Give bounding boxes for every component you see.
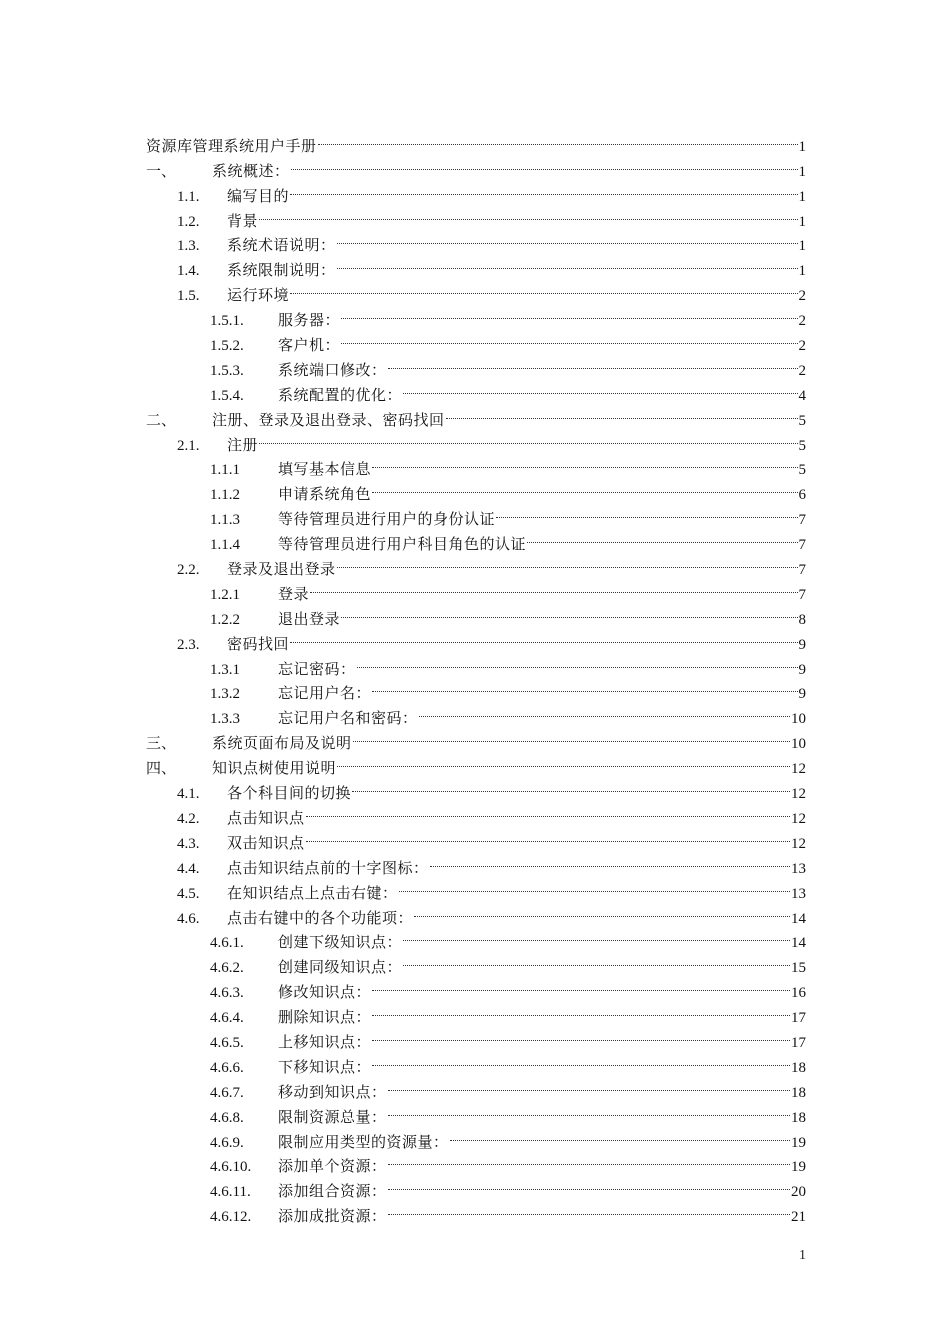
toc-entry-number: 1.3.1 — [210, 661, 240, 678]
toc-entry-number: 二、 — [146, 412, 177, 429]
toc-dot-leader — [372, 474, 797, 499]
toc-entry-page-number: 7 — [798, 512, 806, 529]
toc-entry-title: 创建下级知识点： — [278, 933, 403, 952]
toc-dot-leader — [290, 275, 797, 300]
toc-entry-number: 4.6.9. — [210, 1134, 244, 1151]
toc-dot-leader — [403, 375, 797, 400]
toc-entry-page-number: 8 — [798, 611, 806, 628]
toc-entry-number: 1.5.2. — [210, 338, 244, 355]
toc-entry-title: 各个科目间的切换 — [227, 784, 352, 803]
toc-dot-leader — [306, 798, 790, 823]
toc-entry-page-number: 2 — [798, 338, 806, 355]
table-of-contents — [146, 126, 806, 1226]
toc-entry-title: 密码找回 — [227, 634, 290, 653]
toc-entry-title: 限制资源总量： — [278, 1107, 387, 1126]
toc-entry-number: 1.5. — [177, 288, 200, 305]
toc-entry-number: 2.3. — [177, 636, 200, 653]
toc-entry-number: 4.4. — [177, 860, 200, 877]
toc-dot-leader — [259, 201, 797, 226]
toc-entry-page-number: 4 — [798, 387, 806, 404]
toc-entry-number: 1.1.1 — [210, 462, 240, 479]
toc-entry-page-number: 12 — [791, 810, 806, 827]
toc-dot-leader — [306, 823, 790, 848]
toc-entry-title: 添加成批资源： — [278, 1207, 387, 1226]
toc-entry-number: 4.6.8. — [210, 1109, 244, 1126]
toc-entry-page-number: 14 — [791, 910, 806, 927]
toc-entry-page-number: 20 — [791, 1184, 806, 1201]
toc-entry-title: 添加组合资源： — [278, 1182, 387, 1201]
toc-dot-leader — [357, 649, 798, 674]
toc-entry-page-number: 1 — [798, 188, 806, 205]
toc-dot-leader — [414, 898, 790, 923]
toc-entry-title: 等待管理员进行用户科目角色的认证 — [278, 535, 527, 554]
toc-entry-page-number: 17 — [791, 1010, 806, 1027]
toc-dot-leader — [291, 151, 798, 176]
toc-entry-page-number: 15 — [791, 960, 806, 977]
toc-dot-leader — [337, 226, 798, 251]
toc-entry-number: 4.6.12. — [210, 1209, 252, 1226]
toc-entry-title: 移动到知识点： — [278, 1082, 387, 1101]
toc-entry-number: 1.1.2 — [210, 487, 240, 504]
toc-entry-page-number: 18 — [791, 1059, 806, 1076]
toc-entry-number: 4.6. — [177, 910, 200, 927]
toc-entry-title: 登录 — [278, 584, 310, 603]
toc-dot-leader — [403, 923, 790, 948]
toc-entry-number: 1.4. — [177, 263, 200, 280]
toc-entry-number: 4.1. — [177, 786, 200, 803]
toc-entry-page-number: 19 — [791, 1159, 806, 1176]
toc-entry-page-number: 5 — [798, 437, 806, 454]
toc-dot-leader — [388, 1171, 790, 1196]
toc-entry-title: 上移知识点： — [278, 1032, 372, 1051]
toc-entry-title: 退出登录 — [278, 609, 341, 628]
toc-entry-page-number: 2 — [798, 288, 806, 305]
toc-entry-title: 资源库管理系统用户手册 — [146, 136, 317, 155]
toc-entry-title: 等待管理员进行用户的身份认证 — [278, 510, 496, 529]
toc-entry-title: 点击知识点 — [227, 808, 305, 827]
toc-dot-leader — [337, 250, 798, 275]
toc-entry-title: 知识点树使用说明 — [212, 759, 337, 778]
toc-entry-title: 系统配置的优化： — [278, 385, 403, 404]
toc-entry-number: 1.2.2 — [210, 611, 240, 628]
toc-dot-leader — [341, 599, 797, 624]
toc-entry-page-number: 12 — [791, 761, 806, 778]
toc-dot-leader — [372, 997, 790, 1022]
toc-dot-leader — [430, 848, 790, 873]
toc-dot-leader — [259, 425, 797, 450]
toc-dot-leader — [353, 723, 790, 748]
toc-entry-number: 4.6.2. — [210, 960, 244, 977]
toc-entry-page-number: 9 — [798, 636, 806, 653]
toc-entry-page-number: 18 — [791, 1109, 806, 1126]
toc-entry-title: 系统页面布局及说明 — [212, 734, 352, 753]
toc-dot-leader — [496, 499, 797, 524]
toc-dot-leader — [527, 524, 797, 549]
toc-entry-page-number: 1 — [798, 138, 806, 155]
toc-entry-page-number: 7 — [798, 562, 806, 579]
toc-entry-title: 客户机： — [278, 336, 341, 355]
toc-entry-page-number: 5 — [798, 462, 806, 479]
toc-entry-page-number: 18 — [791, 1084, 806, 1101]
toc-entry-title: 服务器： — [278, 311, 341, 330]
toc-dot-leader — [341, 300, 797, 325]
toc-dot-leader — [372, 674, 797, 699]
toc-entry-title: 登录及退出登录 — [227, 560, 336, 579]
toc-entry-page-number: 2 — [798, 313, 806, 330]
toc-entry-title: 系统概述： — [212, 161, 290, 180]
toc-entry-title: 忘记密码： — [278, 659, 356, 678]
toc-entry-title: 忘记用户名和密码： — [278, 709, 418, 728]
toc-entry-page-number: 1 — [798, 163, 806, 180]
toc-entry-title: 修改知识点： — [278, 983, 372, 1002]
toc-entry-page-number: 14 — [791, 935, 806, 952]
toc-entry-number: 4.3. — [177, 835, 200, 852]
toc-entry-page-number: 12 — [791, 835, 806, 852]
toc-entry-number: 1.1. — [177, 188, 200, 205]
toc-entry-title: 注册 — [227, 435, 259, 454]
toc-entry-number: 1.5.3. — [210, 362, 244, 379]
toc-entry-title: 系统限制说明： — [227, 261, 336, 280]
toc-entry-page-number: 9 — [798, 686, 806, 703]
toc-entry-number: 4.6.1. — [210, 935, 244, 952]
toc-entry-number: 4.6.10. — [210, 1159, 252, 1176]
toc-entry-number: 4.6.7. — [210, 1084, 244, 1101]
toc-dot-leader — [388, 1072, 790, 1097]
footer-page-number: 1 — [799, 1248, 806, 1263]
toc-entry-page-number: 17 — [791, 1034, 806, 1051]
toc-entry-page-number: 5 — [798, 412, 806, 429]
toc-entry-number: 1.2. — [177, 213, 200, 230]
toc-entry-title: 编写目的 — [227, 186, 290, 205]
toc-dot-leader — [388, 1196, 790, 1221]
toc-entry-page-number: 10 — [791, 736, 806, 753]
toc-entry-number: 4.5. — [177, 885, 200, 902]
toc-entry-number: 2.2. — [177, 562, 200, 579]
toc-entry-page-number: 1 — [798, 238, 806, 255]
toc-entry-title: 限制应用类型的资源量： — [278, 1132, 449, 1151]
toc-entry-title: 点击右键中的各个功能项： — [227, 908, 414, 927]
toc-entry-page-number: 19 — [791, 1134, 806, 1151]
toc-dot-leader — [337, 549, 798, 574]
toc-entry-page-number: 13 — [791, 860, 806, 877]
toc-entry-title: 注册、登录及退出登录、密码找回 — [212, 410, 445, 429]
toc-entry-title: 双击知识点 — [227, 833, 305, 852]
toc-entry-title: 背景 — [227, 211, 259, 230]
toc-entry-page-number: 13 — [791, 885, 806, 902]
toc-entry-title: 系统术语说明： — [227, 236, 336, 255]
toc-dot-leader — [318, 126, 798, 151]
toc-entry-number: 三、 — [146, 736, 177, 753]
toc-entry-title: 申请系统角色 — [278, 485, 372, 504]
toc-entry-title: 填写基本信息 — [278, 460, 372, 479]
toc-entry-number: 1.5.1. — [210, 313, 244, 330]
toc-entry-number: 4.6.5. — [210, 1034, 244, 1051]
toc-entry-number: 4.6.4. — [210, 1010, 244, 1027]
toc-entry-number: 1.3. — [177, 238, 200, 255]
toc-entry-page-number: 6 — [798, 487, 806, 504]
toc-entry-page-number: 9 — [798, 661, 806, 678]
toc-dot-leader — [290, 176, 797, 201]
toc-entry-page-number: 2 — [798, 362, 806, 379]
toc-dot-leader — [352, 773, 790, 798]
toc-entry-page-number: 7 — [798, 586, 806, 603]
toc-entry-number: 1.5.4. — [210, 387, 244, 404]
toc-dot-leader — [403, 947, 790, 972]
toc-entry-number: 1.2.1 — [210, 586, 240, 603]
toc-dot-leader — [446, 400, 798, 425]
toc-entry-title: 运行环境 — [227, 286, 290, 305]
toc-entry-page-number: 16 — [791, 985, 806, 1002]
toc-entry-title: 删除知识点： — [278, 1008, 372, 1027]
toc-entry-number: 四、 — [146, 761, 177, 778]
toc-dot-leader — [341, 325, 797, 350]
toc-dot-leader — [450, 1122, 790, 1147]
toc-dot-leader — [399, 873, 790, 898]
toc-dot-leader — [388, 1147, 790, 1172]
toc-dot-leader — [372, 1022, 790, 1047]
toc-entry-title: 创建同级知识点： — [278, 958, 403, 977]
toc-entry-page-number: 21 — [791, 1209, 806, 1226]
toc-dot-leader — [372, 1047, 790, 1072]
toc-entry-page-number: 1 — [798, 263, 806, 280]
toc-dot-leader — [372, 972, 790, 997]
toc-dot-leader — [419, 698, 790, 723]
toc-entry-title: 系统端口修改： — [278, 360, 387, 379]
toc-entry-page-number: 10 — [791, 711, 806, 728]
toc-entry-number: 4.6.3. — [210, 985, 244, 1002]
toc-entry-title: 在知识结点上点击右键： — [227, 883, 398, 902]
toc-dot-leader — [290, 624, 797, 649]
toc-dot-leader — [388, 1097, 790, 1122]
toc-entry-number: 2.1. — [177, 437, 200, 454]
toc-entry-number: 1.3.2 — [210, 686, 240, 703]
toc-entry-title: 添加单个资源： — [278, 1157, 387, 1176]
toc-dot-leader — [388, 350, 798, 375]
toc-entry-number: 一、 — [146, 163, 177, 180]
toc-entry-number: 1.1.4 — [210, 537, 240, 554]
toc-dot-leader — [310, 574, 797, 599]
toc-entry-page-number: 7 — [798, 537, 806, 554]
toc-entry[interactable] — [146, 126, 806, 155]
toc-entry-number: 4.2. — [177, 810, 200, 827]
toc-entry-page-number: 1 — [798, 213, 806, 230]
toc-entry-number: 1.1.3 — [210, 512, 240, 529]
toc-entry-number: 4.6.11. — [210, 1184, 251, 1201]
toc-entry-page-number: 12 — [791, 786, 806, 803]
toc-dot-leader — [337, 748, 790, 773]
toc-dot-leader — [372, 450, 797, 475]
toc-entry-number: 4.6.6. — [210, 1059, 244, 1076]
toc-entry-title: 忘记用户名： — [278, 684, 372, 703]
toc-entry-title: 下移知识点： — [278, 1057, 372, 1076]
toc-entry-number: 1.3.3 — [210, 711, 240, 728]
toc-entry-title: 点击知识结点前的十字图标： — [227, 858, 429, 877]
